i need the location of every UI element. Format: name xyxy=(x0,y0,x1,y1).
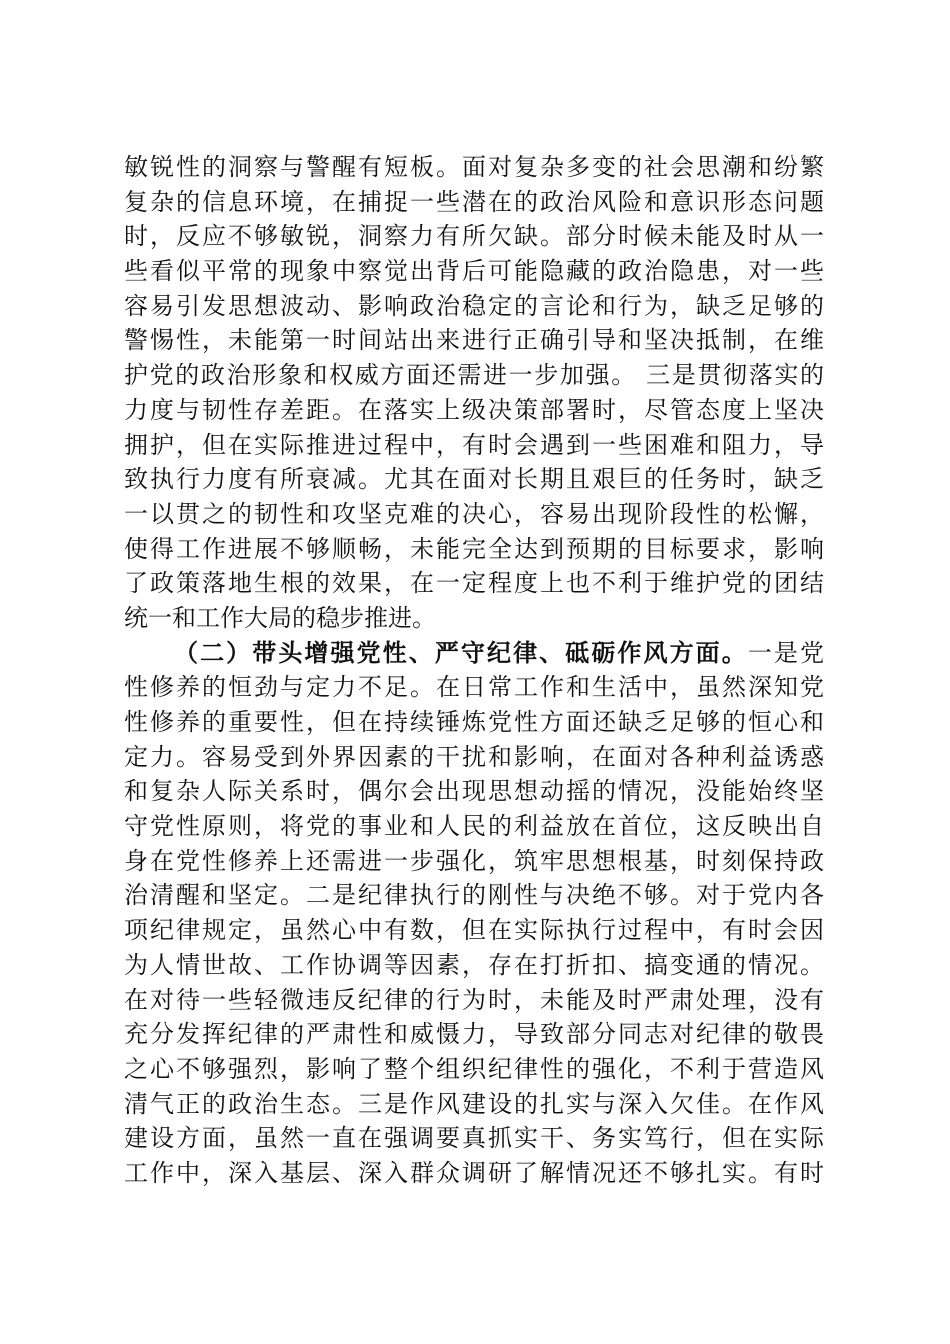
text-line: 警惕性，未能第一时间站出来进行正确引导和坚决抵制，在维 xyxy=(124,326,824,355)
text-line: 一以贯之的韧性和攻坚克难的决心，容易出现阶段性的松懈， xyxy=(124,499,824,528)
text-line: 工作中，深入基层、深入群众调研了解情况还不够扎实。有时 xyxy=(124,1158,824,1187)
text-line: 复杂的信息环境，在捕捉一些潜在的政治风险和意识形态问题 xyxy=(124,187,824,216)
text-line: 性修养的重要性，但在持续锤炼党性方面还缺乏足够的恒心和 xyxy=(124,708,824,736)
text-line: 清气正的政治生态。三是作风建设的扎实与深入欠佳。在作风 xyxy=(124,1089,824,1118)
text-line: 之心不够强烈，影响了整个组织纪律性的强化，不利于营造风 xyxy=(124,1054,824,1083)
text-line: 时，反应不够敏锐，洞察力有所欠缺。部分时候未能及时从一 xyxy=(124,222,824,251)
paragraph-1 xyxy=(124,150,824,636)
paragraph-2 xyxy=(124,636,824,1191)
text-line: 了政策落地生根的效果，在一定程度上也不利于维护党的团结 xyxy=(124,569,824,598)
section-heading-line xyxy=(124,636,824,671)
text-line: 致执行力度有所衰减。尤其在面对长期且艰巨的任务时，缺乏 xyxy=(124,465,824,494)
text-line: 守党性原则，将党的事业和人民的利益放在首位，这反映出自 xyxy=(124,812,824,841)
text-line: 治清醒和坚定。二是纪律执行的刚性与决绝不够。对于党内各 xyxy=(124,881,824,910)
text-line: 使得工作进展不够顺畅，未能完全达到预期的目标要求，影响 xyxy=(124,534,824,563)
text-line: 和复杂人际关系时，偶尔会出现思想动摇的情况，没能始终坚 xyxy=(124,777,824,806)
text-line: 定力。容易受到外界因素的干扰和影响，在面对各种利益诱惑 xyxy=(124,742,824,771)
text-line: 敏锐性的洞察与警醒有短板。面对复杂多变的社会思潮和纷繁 xyxy=(124,153,824,181)
text-line: 护党的政治形象和权威方面还需进一步加强。 三是贯彻落实的 xyxy=(124,361,824,390)
text-line: 身在党性修养上还需进一步强化，筑牢思想根基，时刻保持政 xyxy=(124,846,824,875)
text-line: 拥护，但在实际推进过程中，有时会遇到一些困难和阻力，导 xyxy=(124,430,824,459)
text-line: 性修养的恒劲与定力不足。在日常工作和生活中，虽然深知党 xyxy=(124,673,824,702)
text-line: 容易引发思想波动、影响政治稳定的言论和行为，缺乏足够的 xyxy=(124,291,824,320)
text-line: 建设方面，虽然一直在强调要真抓实干、务实笃行，但在实际 xyxy=(124,1124,824,1153)
text-line: 统一和工作大局的稳步推进。 xyxy=(124,603,436,632)
section-heading: （二）带头增强党性、严守纪律、砥砺作风方面。 xyxy=(174,637,748,667)
text-line: 项纪律规定，虽然心中有数，但在实际执行过程中，有时会因 xyxy=(124,916,824,945)
text-line: 力度与韧性存差距。在落实上级决策部署时，尽管态度上坚决 xyxy=(124,395,824,424)
text-line: 充分发挥纪律的严肃性和威慑力，导致部分同志对纪律的敬畏 xyxy=(124,1020,824,1049)
text-line: 些看似平常的现象中察觉出背后可能隐藏的政治隐患，对一些 xyxy=(124,257,824,286)
text-line: 在对待一些轻微违反纪律的行为时，未能及时严肃处理，没有 xyxy=(124,985,824,1014)
heading-line-rest: 一是党 xyxy=(747,638,824,667)
body-text xyxy=(124,150,824,1191)
text-line: 为人情世故、工作协调等因素，存在打折扣、搞变通的情况。 xyxy=(124,950,824,979)
